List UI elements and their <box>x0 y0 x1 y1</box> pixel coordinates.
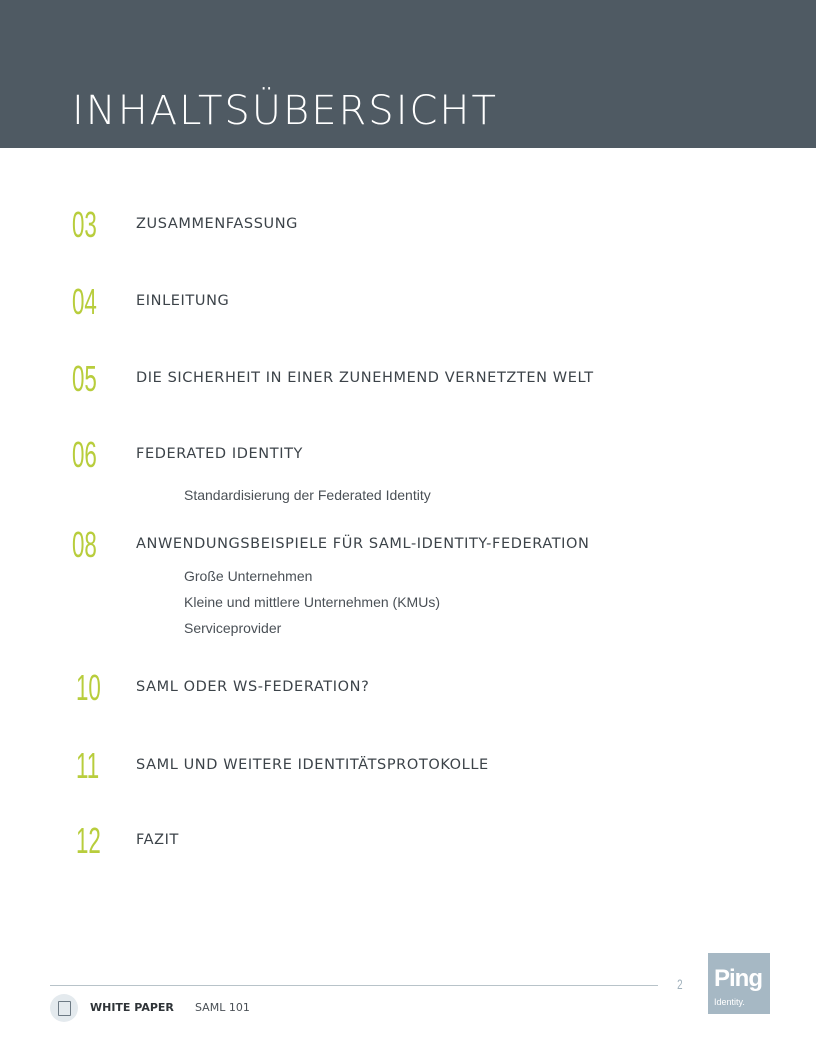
toc-page-number: 11 <box>76 745 100 786</box>
footer-divider <box>50 985 658 986</box>
toc-heading: ANWENDUNGSBEISPIELE FÜR SAML-IDENTITY-FEDERATION <box>136 536 590 552</box>
toc-heading: SAML UND WEITERE IDENTITÄTSPROTOKOLLE <box>136 757 489 773</box>
logo-text: Ping <box>714 965 762 992</box>
page-title: INHALTSÜBERSICHT <box>72 88 498 134</box>
toc-page-number: 12 <box>76 820 101 861</box>
logo-subtext: Identity. <box>714 997 745 1007</box>
toc-page-number: 04 <box>72 281 97 322</box>
doc-name-label: SAML 101 <box>195 1001 250 1014</box>
doc-type-label: WHITE PAPER <box>90 1001 174 1014</box>
toc-heading: FAZIT <box>136 832 179 848</box>
toc-subentry[interactable]: Serviceprovider <box>184 620 282 636</box>
toc-page-number: 03 <box>72 204 97 245</box>
toc-page-number: 10 <box>76 667 101 708</box>
toc-page-number: 05 <box>72 358 97 399</box>
page-number: 2 <box>677 976 683 992</box>
toc-heading: DIE SICHERHEIT IN EINER ZUNEHMEND VERNETZTEN WELT <box>136 370 594 386</box>
document-icon <box>50 994 78 1022</box>
toc-page-number: 08 <box>72 524 97 565</box>
title-banner <box>0 0 816 148</box>
toc-subentry[interactable]: Kleine und mittlere Unternehmen (KMUs) <box>184 594 440 610</box>
ping-identity-logo <box>708 953 770 1014</box>
toc-heading: FEDERATED IDENTITY <box>136 446 304 462</box>
toc-subentry[interactable]: Standardisierung der Federated Identity <box>184 487 431 503</box>
toc-heading: EINLEITUNG <box>136 293 230 309</box>
toc-page-number: 06 <box>72 434 97 475</box>
toc-heading: SAML ODER WS-FEDERATION? <box>136 679 370 695</box>
toc-heading: ZUSAMMENFASSUNG <box>136 216 299 232</box>
toc-subentry[interactable]: Große Unternehmen <box>184 568 313 584</box>
